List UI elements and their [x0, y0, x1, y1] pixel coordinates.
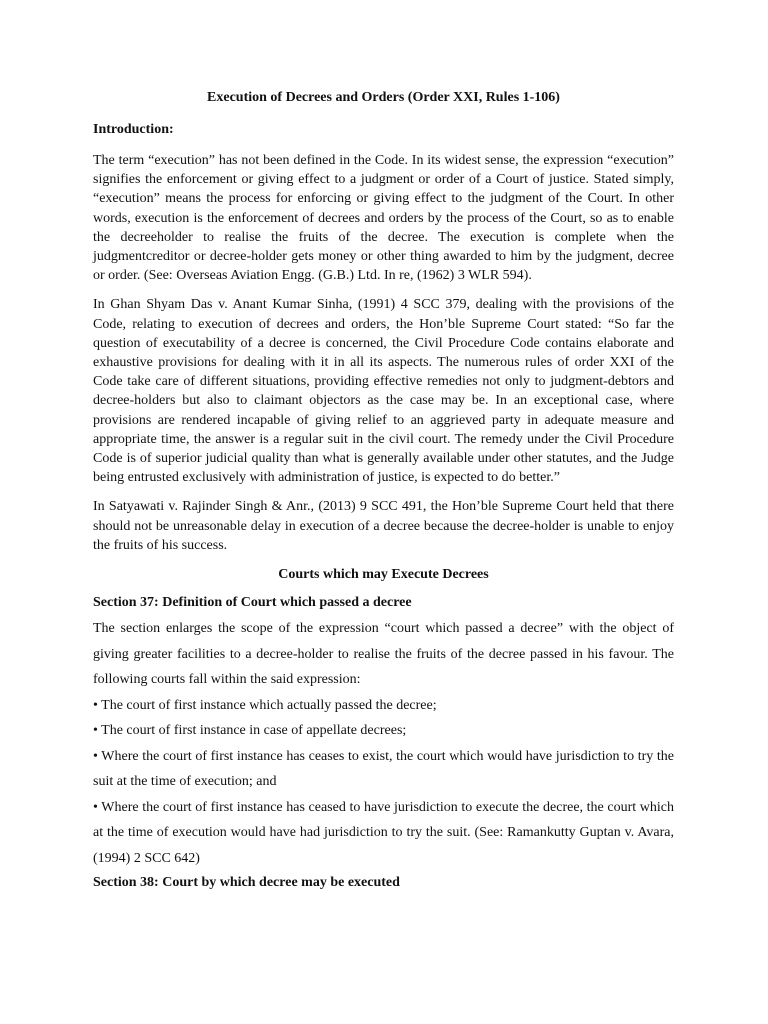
section-37-body: The section enlarges the scope of the expression “court which passed a decree” with the object of giving greater facilities to a decree-holder to realise the fruits of the decree passed in his favour. The following courts fall within the said expression: [93, 621, 674, 688]
section-38-heading: Section 38: Court by which decree may be executed [93, 875, 400, 891]
paragraph-satyawati: In Satyawati v. Rajinder Singh & Anr., (2013) 9 SCC 491, the Hon’ble Supreme Court held that there should not be unreasonable delay in execution of a decree because the decree-holder is unable to enjoy the fruits of his success. [93, 499, 674, 553]
document-title: Execution of Decrees and Orders (Order XXI, Rules 1-106) [207, 90, 560, 105]
bullet-item: • Where the court of first instance has ceases to exist, the court which would have jurisdiction to try the suit at the time of execution; and [93, 748, 674, 790]
bullet-item: • The court of first instance in case of appellate decrees; [93, 723, 407, 739]
section-37-heading: Section 37: Definition of Court which passed a decree [93, 595, 412, 611]
introduction-heading: Introduction: [93, 122, 174, 137]
bullet-item: • The court of first instance which actually passed the decree; [93, 697, 437, 713]
document-page [93, 88, 674, 892]
bullet-item: • Where the court of first instance has ceased to have jurisdiction to execute the decree, the court which at the time of execution would have had jurisdiction to try the suit. (See: Ramankutty Guptan v. Avara, (1994) 2 SCC 642) [93, 799, 674, 866]
paragraph-ghan-shyam-das: In Ghan Shyam Das v. Anant Kumar Sinha, (1991) 4 SCC 379, dealing with the provisions of the Code, relating to execution of decrees and orders, the Hon’ble Supreme Court stated: “So far the question of executability of a decree is concerned, the Civil Procedure Code contains elaborate and exhaustive provisions for dealing with it in all its aspects. The numerous rules of order XXI of the Code take care of different situations, providing effective remedies not only to judgment-debtors and decree-holders but also to claimant objectors as the case may be. In an exceptional case, where provisions are rendered incapable of giving relief to an aggrieved party in adequate measure and appropriate time, the answer is a regular suit in the civil court. The remedy under the Civil Procedure Code is of superior judicial quality than what is generally available under other statutes, and the Judge being entrusted exclusively with administration of justice, is expected to do better.” [93, 297, 674, 486]
courts-heading: Courts which may Execute Decrees [278, 567, 489, 583]
paragraph-execution-definition: The term “execution” has not been defined in the Code. In its widest sense, the expression “execution” signifies the enforcement or giving effect to a judgment or order of a Court of justice. Stated simply, “execution” means the process for enforcing or giving effect to the judgment of the Court. In other words, execution is the enforcement of decrees and orders by the process of the Court, so as to enable the decreeholder to realise the fruits of the decree. The execution is complete when the judgmentcreditor or decree-holder gets money or other thing awarded to him by the judgment, decree or order. (See: Overseas Aviation Engg. (G.B.) Ltd. In re, (1962) 3 WLR 594). [93, 153, 674, 284]
